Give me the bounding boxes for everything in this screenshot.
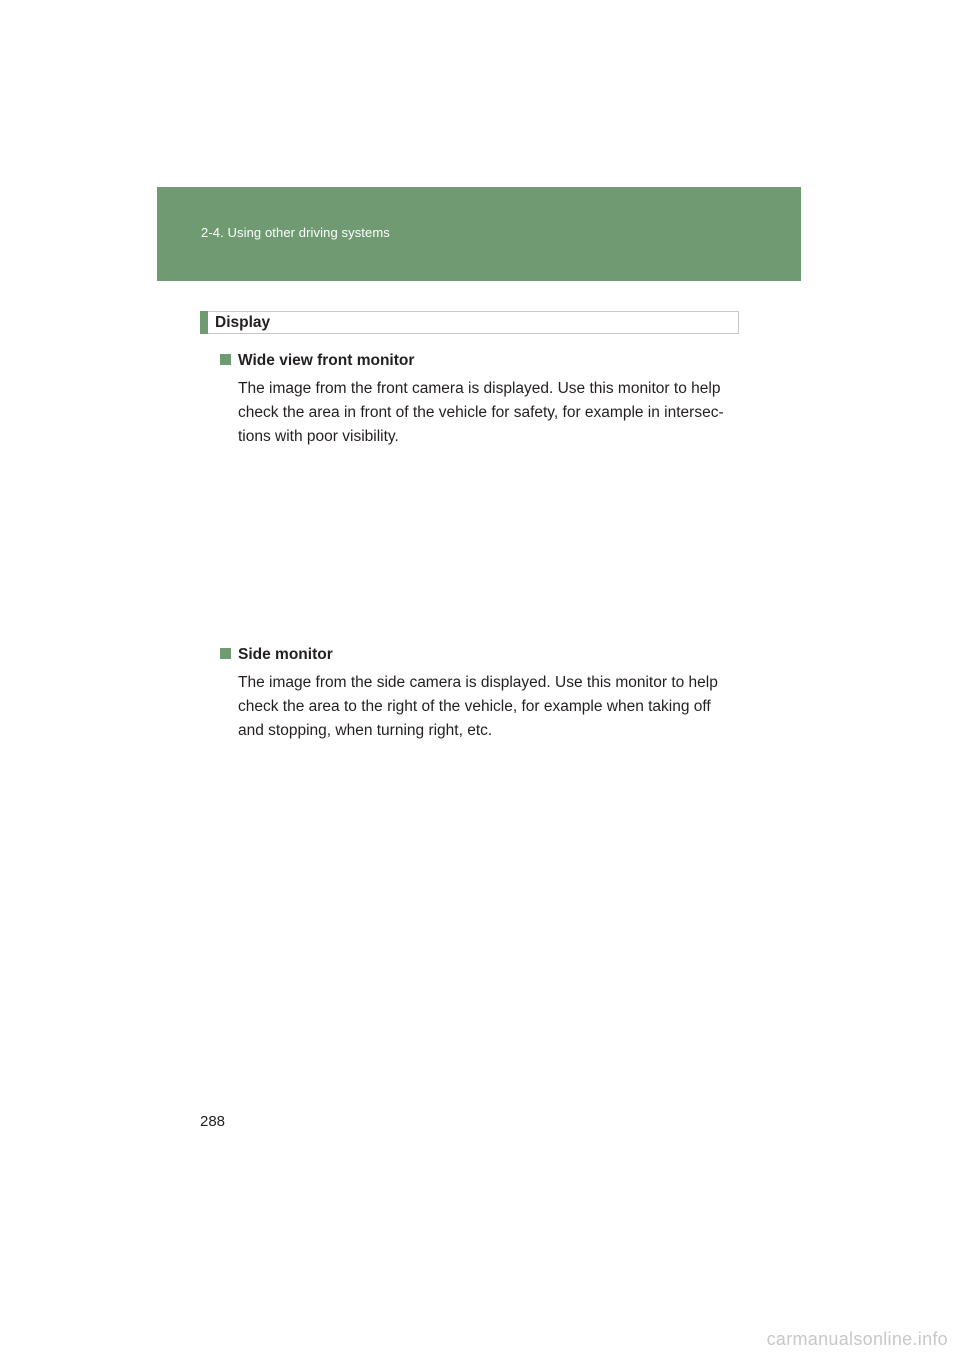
page-number: 288 xyxy=(200,1113,226,1130)
side-monitor-heading xyxy=(220,646,333,664)
paragraph-line: tions with poor visibility. xyxy=(238,428,399,445)
paragraph-line: check the area to the right of the vehicle, for example when taking off xyxy=(238,698,711,715)
paragraph-line: and stopping, when turning right, etc. xyxy=(238,722,493,739)
paragraph-line: check the area in front of the vehicle for safety, for example in intersec- xyxy=(238,404,724,421)
heading-accent-bar xyxy=(200,311,208,334)
side-monitor-title: Side monitor xyxy=(238,646,333,663)
wide-view-front-monitor-description xyxy=(238,377,738,449)
square-bullet-icon xyxy=(220,354,231,365)
header-band xyxy=(157,187,801,281)
paragraph-line: The image from the side camera is displayed. Use this monitor to help xyxy=(238,674,718,691)
watermark: carmanualsonline.info xyxy=(766,1329,948,1349)
wide-view-front-monitor-title: Wide view front monitor xyxy=(238,352,415,369)
section-breadcrumb: 2-4. Using other driving systems xyxy=(201,225,390,240)
display-section-heading xyxy=(200,311,739,334)
display-heading-text: Display xyxy=(215,314,271,331)
side-monitor-description xyxy=(238,671,738,743)
square-bullet-icon xyxy=(220,648,231,659)
wide-view-front-monitor-heading xyxy=(220,352,414,370)
paragraph-line: The image from the front camera is displayed. Use this monitor to help xyxy=(238,380,721,397)
